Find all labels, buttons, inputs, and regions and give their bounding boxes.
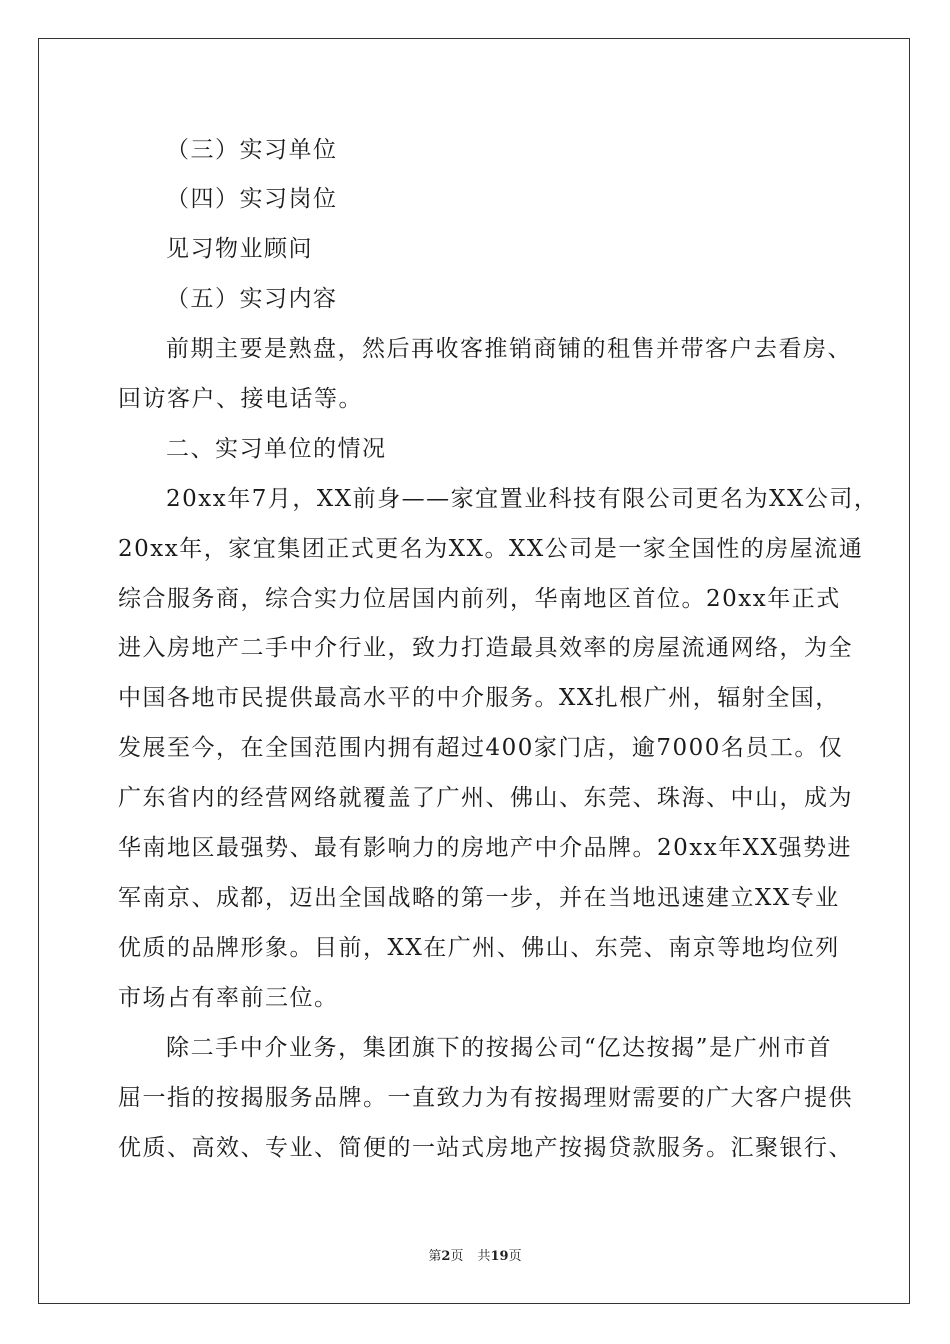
total-pages: 19	[490, 1249, 509, 1264]
paragraph-line: 20xx年，家宜集团正式更名为XX。XX公司是一家全国性的房屋流通	[118, 536, 864, 562]
page-number: 2	[441, 1249, 451, 1264]
paragraph-line: 进入房地产二手中介行业，致力打造最具效率的房屋流通网络，为全	[118, 635, 853, 661]
paragraph-line: 前期主要是熟盘，然后再收客推销商铺的租售并带客户去看房、	[166, 336, 852, 362]
total-prefix: 共	[477, 1249, 491, 1264]
paragraph-line: 优质的品牌形象。目前，XX在广州、佛山、东莞、南京等地均位列	[118, 935, 840, 961]
paragraph-line: 优质、高效、专业、简便的一站式房地产按揭贷款服务。汇聚银行、	[118, 1135, 853, 1161]
total-suffix: 页	[508, 1249, 522, 1264]
paragraph-line: 20xx年7月，XX前身——家宜置业科技有限公司更名为XX公司，	[166, 486, 879, 512]
heading-internship-unit: （三）实习单位	[166, 137, 338, 163]
paragraph-line: 市场占有率前三位。	[118, 985, 339, 1011]
paragraph-line: 华南地区最强势、最有影响力的房地产中介品牌。20xx年XX强势进	[118, 835, 852, 861]
paragraph-line: 中国各地市民提供最高水平的中介服务。XX扎根广州，辐射全国，	[118, 685, 840, 711]
paragraph-line: 回访客户、接电话等。	[118, 386, 363, 412]
page-prefix: 第	[428, 1249, 442, 1264]
paragraph-line: 除二手中介业务，集团旗下的按揭公司“亿达按揭”是广州市首	[166, 1035, 832, 1061]
paragraph-line: 屈一指的按揭服务品牌。一直致力为有按揭理财需要的广大客户提供	[118, 1085, 853, 1111]
page-suffix: 页	[450, 1249, 464, 1264]
paragraph-line: 广东省内的经营网络就覆盖了广州、佛山、东莞、珠海、中山，成为	[118, 785, 853, 811]
paragraph-line: 见习物业顾问	[166, 236, 313, 262]
heading-unit-situation: 二、实习单位的情况	[166, 436, 387, 462]
paragraph-line: 发展至今，在全国范围内拥有超过400家门店，逾7000名员工。仅	[118, 735, 844, 761]
heading-internship-position: （四）实习岗位	[166, 186, 338, 212]
heading-internship-content: （五）实习内容	[166, 286, 338, 312]
paragraph-line: 综合服务商，综合实力位居国内前列，华南地区首位。20xx年正式	[118, 586, 841, 612]
page-footer	[0, 1248, 950, 1266]
page-border	[38, 38, 910, 1304]
paragraph-line: 军南京、成都，迈出全国战略的第一步，并在当地迅速建立XX专业	[118, 885, 840, 911]
